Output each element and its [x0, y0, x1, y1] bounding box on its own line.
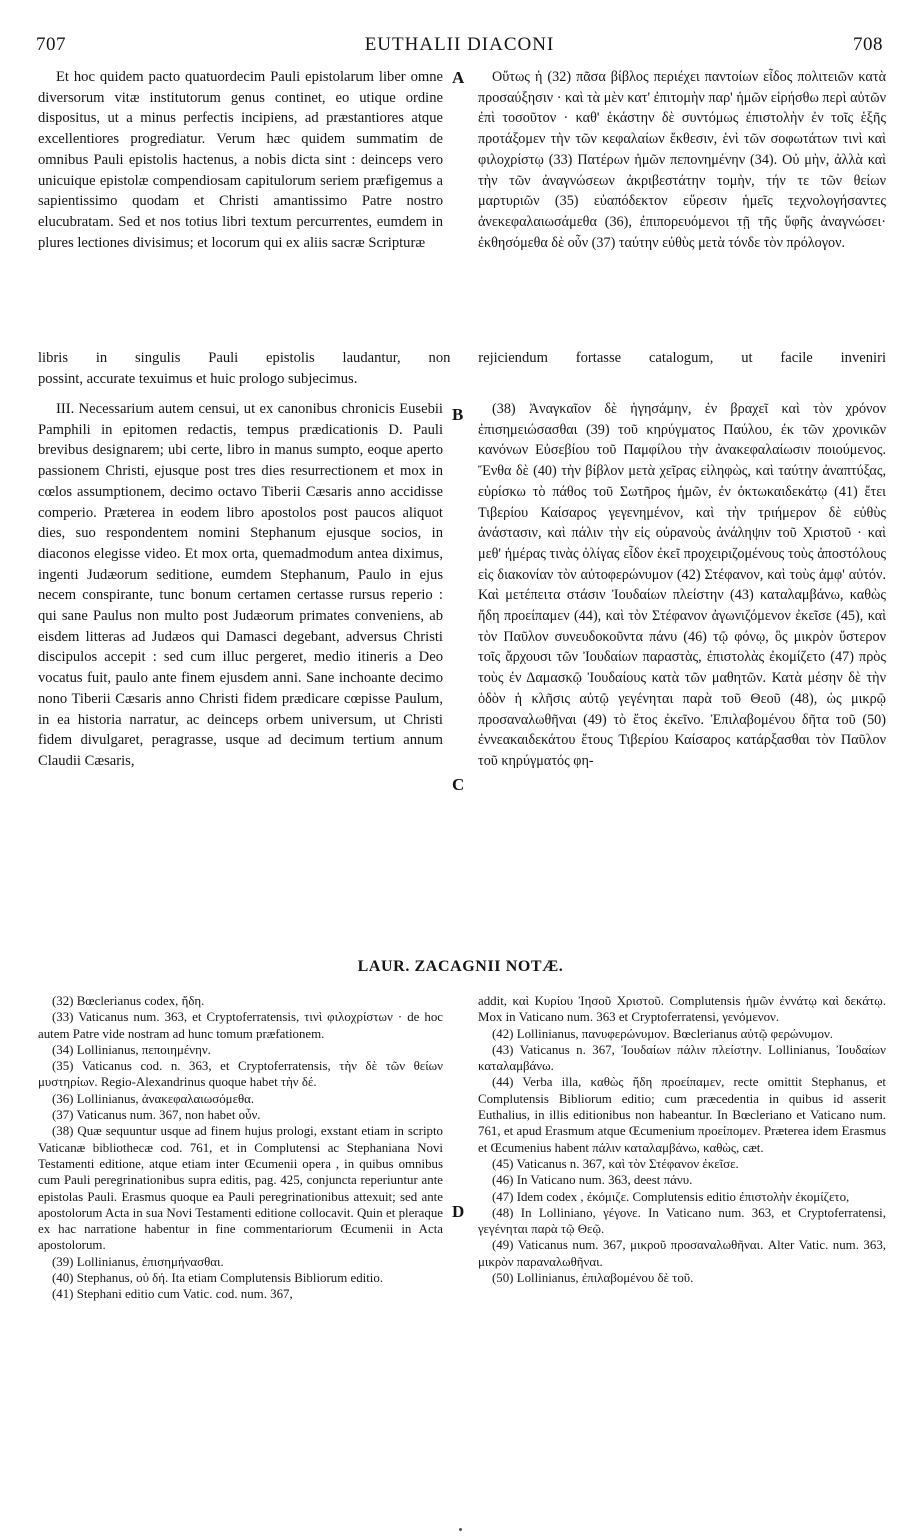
note-entry: (50) Lollinianus, ἐπιλαβομένου δὲ τοῦ. [492, 1271, 694, 1286]
note-entry: (44) Verba illa, καθὼς ἤδη προείπαμεν, recte omittit Stephanus, et Complutensis Bibliorum editio; cum præcedentia in quibus id asserit Euthalius, in illis editionibus non habeantur. In Bœcleriano et Vaticano num. 761, et apud Erasmum atque Œcumenium προείπομεν. Præterea idem Erasmus et Œcumenius habent πάλιν καταλαμβάνω, καθὼς, cæt. [478, 1075, 886, 1155]
margin-marker-d: D [452, 1202, 465, 1221]
greek-column-upper [478, 67, 886, 357]
note-entry: (34) Lollinianus, πεποιημένην. [52, 1042, 211, 1057]
note-entry: (45) Vaticanus n. 367, καὶ τὸν Στέφανον ἐκεῖσε. [492, 1156, 739, 1171]
notes-column-left [38, 993, 443, 1513]
greek-paragraph-2: (38) Ἀναγκαῖον δὲ ἡγησάμην, ἐν βραχεῖ καὶ τὸν χρόνον ἐπισημειώσασθαι (39) τοῦ κηρύγματος Παύλου, ἐκ τῶν χρονικῶν κανόνων Εὐσεβίου τοῦ Παμφίλου τὴν ἀνακεφαλαίωσιν ποιούμενος. Ἔνθα δὲ (40) τὴν βίβλον μετὰ χεῖρας εἰληφὼς, καὶ ταύτην ἀναπτύξας, εὑρίσκω τὸ πάθος τοῦ Σωτῆρος ἡμῶν, ἐν ὀκτωκαιδεκάτῳ (41) ἔτει Τιβερίου Καίσαρος γεγενημένον, καὶ τὴν τριήμερον δὲ εὐθὺς ἀνάστασιν, καὶ πάλιν τὴν εἰς οὐρανοὺς ἀνάληψιν τοῦ Χριστοῦ · καὶ μεθ' ἡμέρας τινὰς ὀλίγας εἶδον ἐκεῖ προχειριζομένους τοὺς ἀποστόλους εἰς διακονίαν τὸν αὐτοφερώνυμον (42) Στέφανον, καὶ τοὺς ἀμφ' αὐτόν. Καὶ μετέπειτα στάσιν Ἰουδαίων πλείστην (43) καταλαμβάνω, καθὼς ἤδη προείπαμεν (44), καὶ τὸν Στέφανον ἀγωνιζόμενον ἐκεῖσε (45), καὶ τὸν Παῦλον συνευδοκοῦντα πάνυ (46) τῷ φόνῳ, ὃς μικρὸν ὕστερον τοῖς ἄρχουσι τῶν Ἰουδαίων παραστὰς, ἐπιστολὰς ἐκομίζετο (47) πρὸς τοὺς ἐν Δαμασκῷ Ἰουδαίους κατὰ τῶν μαθητῶν. Κατὰ μέσην δὲ τὴν ὁδὸν ἡ κλῆσις αὐτῷ γεγένηται παρὰ τοῦ Θεοῦ (48), ὡς μικρῷ προσαναλωθῆναι (49) τὸ ἔτος ἐκεῖνο. Ἐπιλαβομένου δῆτα τοῦ (50) ἐννεακαιδεκάτου ἔτους Τιβερίου Καίσαρος κατάρξασθαι τὸν Παῦλον τοῦ κηρύγματός φη- [478, 401, 886, 769]
note-entry: (48) In Lolliniano, γέγονε. In Vaticano num. 363, et Cryptoferratensi, γεγένηται παρὰ τῷ Θεῷ. [478, 1205, 886, 1237]
latin-paragraph-1: Et hoc quidem pacto quatuordecim Pauli epistolarum liber omne diversorum vitæ institutorum genus continet, eo utique ordine dispositus, ut a minus perfectis incipiens, ad præstantiores atque excellentiores progrediatur. Verum hæc quidem summatim de omnibus Pauli epistolis hactenus, a nobis dicta sint : deinceps vero unicuique epistolæ compendiosam capitulorum seriem præfigemus a sapientissimo quodam et Christi amantissimo Patre nostro elucubratam. Sed et nos totius libri textum percurrentes, eumdem in plures lectiones divisimus; et locorum qui ex aliis sacræ Scripturæ [38, 69, 443, 251]
note-entry: (49) Vaticanus num. 367, μικροῦ προσαναλωθῆναι. Alter Vatic. num. 363, μικρὸν παραναλωθῆναι. [478, 1238, 886, 1269]
note-entry: (37) Vaticanus num. 367, non habet οὖν. [52, 1108, 261, 1123]
note-entry: (42) Lollinianus, πανυφερώνυμον. Bœclerianus αὐτῷ φερώνυμον. [492, 1026, 834, 1041]
greek-column-lower [478, 399, 886, 947]
note-entry: (32) Bœclerianus codex, ἤδη. [52, 994, 205, 1008]
margin-marker-c: C [452, 775, 465, 794]
note-entry: (35) Vaticanus cod. n. 363, et Cryptoferratensis, τὴν δὲ τῶν θείων μυστηρίων. Regio-Alexandrinus quoque habet τὴν δέ. [38, 1059, 443, 1090]
running-title: EUTHALII DIACONI [364, 34, 555, 55]
note-entry: (36) Lollinianus, ἀνακεφαλαιωσόμεθα. [52, 1091, 255, 1106]
note-entry: (33) Vaticanus num. 363, et Cryptoferratensis, τινὶ φιλοχρίστων · de hoc autem Patre vide nostram ad hunc tomum præfationem. [38, 1010, 443, 1041]
note-entry: (43) Vaticanus n. 367, Ἰουδαίων πάλιν πλείστην. Lollinianus, Ἰουδαίων καταλαμβάνω. [478, 1042, 886, 1074]
page-mark-dot [459, 1528, 462, 1531]
note-entry: (41) Stephani editio cum Vatic. cod. num. 367, [52, 1287, 293, 1302]
latin-column-lower [38, 399, 443, 947]
margin-marker-b: B [452, 405, 464, 424]
running-header [36, 34, 883, 58]
notes-heading: LAUR. ZACAGNII NOTÆ. [357, 958, 564, 975]
page-number-right: 708 [853, 34, 883, 55]
note-entry: (40) Stephanus, οὐ δή. Ita etiam Complutensis Bibliorum editio. [52, 1271, 384, 1286]
greek-paragraph-1: Οὕτως ἡ (32) πᾶσα βίβλος περιέχει παντοίων εἶδος πολιτειῶν κατὰ προσαύξησιν · καὶ τὰ μὲν κατ' ἐπιτομὴν παρ' ἡμῶν εἰρήσθω περὶ αὐτῶν ἐπὶ τοσοῦτον · καθ' ἑκάστην δὲ συντόμως ἐπιστολὴν ἐν τοῖς ἑξῆς προτάξομεν τὴν τῶν κεφαλαίων ἔκθεσιν, ἑνὶ τῶν σοφωτάτων τινὶ καὶ φιλοχρίστῳ (33) Πατέρων ἡμῶν πεπονημένην (34). Οὐ μὴν, ἀλλὰ καὶ τὴν τῶν ἀναγνώσεων ἀκριβεστάτην τομὴν, τήν τε τῶν θείων μαρτυριῶν (35) εὐαπόδεκτον εὕρεσιν ἡμεῖς τεχνολογήσαντες ἀνεκεφαλαιωσάμεθα (36), ἐπιπορευόμενοι τῇ τῆς ὕφῆς ἀναγνώσει· ἐκθησόμεθα δὲ οὖν (37) ταύτην εὐθὺς μετὰ τόνδε τὸν πρόλογον. [478, 69, 886, 251]
notes-column-right [478, 993, 886, 1513]
note-entry: (47) Idem codex , ἐκόμιζε. Complutensis editio ἐπιστολὴν ἐκομίζετο, [492, 1189, 850, 1204]
latin-paragraph-2: III. Necessarium autem censui, ut ex canonibus chronicis Eusebii Pamphili in epitomen redactis, tempus prædicationis D. Pauli brevibus designarem; ubi certe, libro in manus sumpto, eoque aperto passionem Christi, ejusque post tres dies resurrectionem et mox in cœlos assumptionem, decimo octavo Tiberii Cæsaris anno accidisse comperio. Præterea in eodem libro apostolos post paucos aliquot dies, suo respondentem nomini Stephanum ejusque socios, in diaconos elegisse video. Et mox orta, quemadmodum antea diximus, ingenti Judæorum seditione, eumdem Stephanum, Paulo in ejus necem conspirante, tunc bonum certamen certasse rursus reperio : qui sane Paulus non multo post Judæorum primates conveniens, ab eisdem litteras ad Judæos qui Damasci degebant, adversus Christi discipulos accepit : sed cum illuc pergeret, medio itineris a Deo vocatus fuit, paulo ante finem ejusdem anni. Sane inchoante decimo nono Tiberii Cæsaris anno Christi fidem prædicare cœpisse Paulum, in ea historia narratur, ac deinceps orbem universum, ut Christi fidem divulgaret, peragrasse, usque ad decimum tertium annum Claudii Cæsaris, [38, 401, 443, 769]
latin-fullwidth-line-1: libris in singulis Pauli epistolis laudantur, non rejiciendum fortasse catalogum, ut facile inveniri [38, 350, 886, 366]
margin-marker-a: A [452, 68, 465, 87]
latin-fullwidth-line-2: possint, accurate texuimus et huic prologo subjecimus. [38, 371, 358, 387]
note-entry: (39) Lollinianus, ἐπισημήνασθαι. [52, 1254, 224, 1269]
latin-column-upper [38, 67, 443, 357]
note-entry: (38) Quæ sequuntur usque ad finem hujus prologi, exstant etiam in scripto Vaticanæ bibliothecæ cod. 761, et in Complutensi ac Stephaniana Novi Testamenti editione, atque etiam inter Œcumenii opera , in quibus omnibus cum Pauli peregrinationibus supra editis, pag. 425, conjuncta reperiuntur ante epistolas Pauli. Erasmus quoque ea Pauli peregrinationibus attexuit; sed ante apostolorum Acta in sua Novi Testamenti editione collocavit. Quin et pleraque ex hac narratione habentur in fine commentariorum Œcumenii in Acta apostolorum. [38, 1124, 443, 1253]
page-number-left: 707 [36, 34, 66, 55]
note-entry: addit, καὶ Κυρίου Ἰησοῦ Χριστοῦ. Complutensis ἡμῶν ἐννάτῳ καὶ δεκάτῳ. Mox in Vaticano num. 363 et Cryptoferratensi, γενόμενον. [478, 994, 886, 1025]
note-entry: (46) In Vaticano num. 363, deest πάνυ. [492, 1173, 693, 1188]
